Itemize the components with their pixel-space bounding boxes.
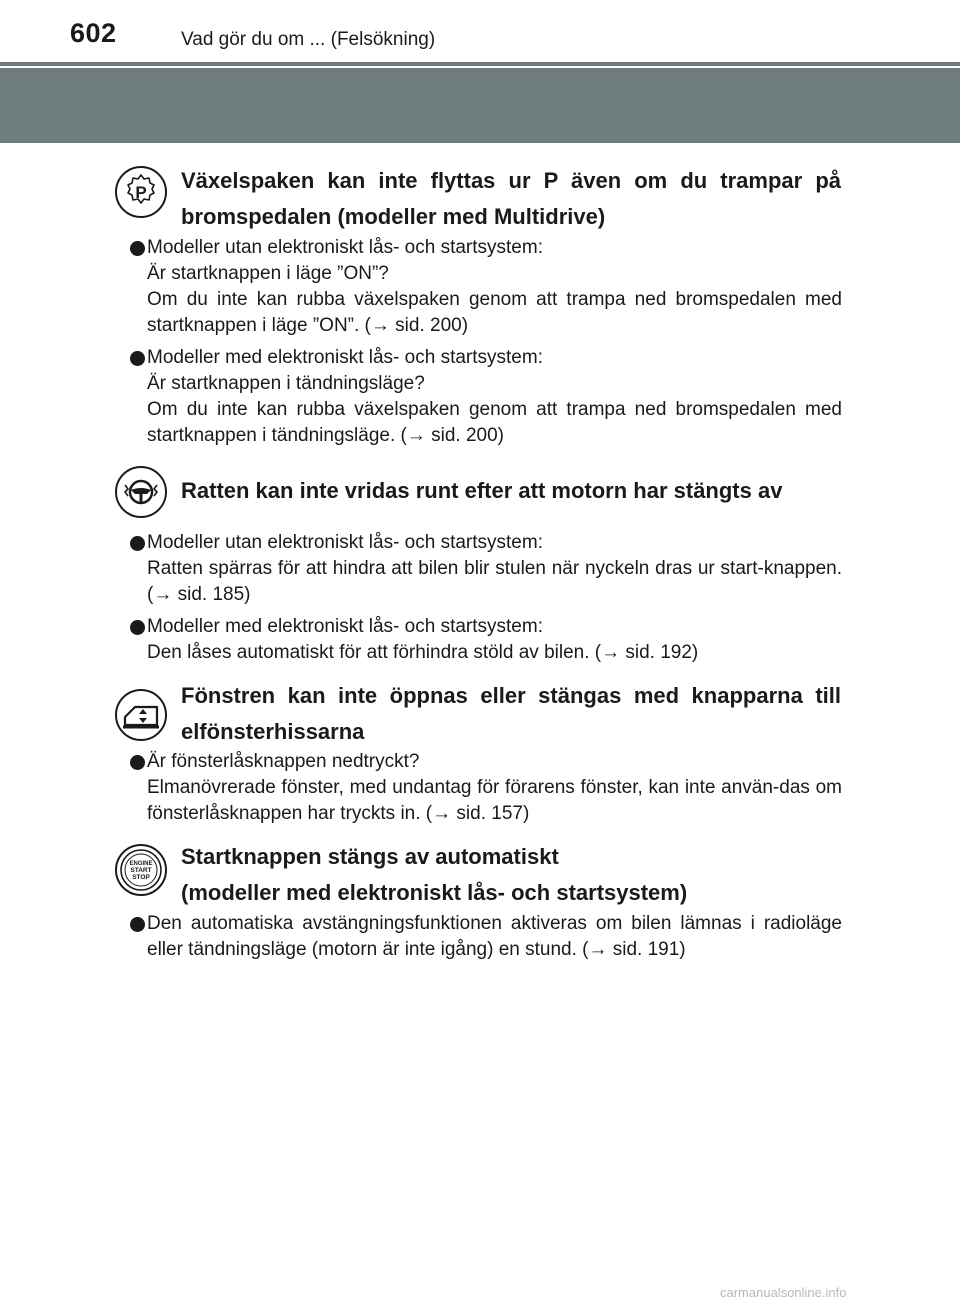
section-heading (181, 839, 841, 911)
header-rule (0, 62, 960, 66)
icon-text: STOP (132, 874, 150, 881)
section-heading: Växelspaken kan inte flyttas ur P även om du trampar på bromspedalen (modeller med Multidrive) (181, 168, 841, 229)
chapter-title: Vad gör du om ... (Felsökning) (181, 29, 436, 50)
page-header (0, 0, 960, 62)
section-heading: Ratten kan inte vridas runt efter att motorn har stängts av (181, 478, 783, 503)
item-line: Elmanövrerade fönster, med undantag för förarens fönster, kan inte använ-das om fönsterlåsknappen har tryckts in. (→ sid. 157) (147, 777, 842, 824)
item-line: Är startknappen i tändningsläge? (147, 373, 425, 394)
item-line: Den låses automatiskt för att förhindra stöld av bilen. (→ sid. 192) (147, 642, 699, 663)
icon-text: START (130, 867, 152, 874)
item-line: Är fönsterlåsknappen nedtryckt? (147, 751, 420, 772)
item-line: Modeller utan elektroniskt lås- och startsystem: (147, 237, 543, 258)
watermark: carmanualsonline.info (720, 1285, 847, 1300)
bullet-icon (130, 536, 145, 551)
icon-text: ENGINE (129, 861, 153, 867)
bullet-icon (130, 620, 145, 635)
item-line: Är startknappen i läge ”ON”? (147, 263, 389, 284)
section-heading: Fönstren kan inte öppnas eller stängas med knapparna till elfönsterhissarna (181, 683, 841, 744)
bullet-icon (130, 917, 145, 932)
item-line: Modeller med elektroniskt lås- och startsystem: (147, 616, 543, 637)
svg-text:P: P (135, 183, 147, 202)
engine-start-stop-icon (114, 843, 168, 897)
item-line: Om du inte kan rubba växelspaken genom att trampa ned bromspedalen med startknappen i tändningsläge. (→ sid. 200) (147, 399, 842, 446)
item-line: Modeller med elektroniskt lås- och startsystem: (147, 347, 543, 368)
bullet-icon (130, 755, 145, 770)
item-line: Modeller utan elektroniskt lås- och startsystem: (147, 532, 543, 553)
bullet-icon (130, 241, 145, 256)
item-line: Om du inte kan rubba växelspaken genom att trampa ned bromspedalen med startknappen i läge ”ON”. (→ sid. 200) (147, 289, 842, 336)
shift-lever-p-icon (114, 165, 168, 219)
header-band (0, 68, 960, 143)
item-line: Ratten spärras för att hindra att bilen blir stulen när nyckeln dras ur start-knappen. (→ sid. 185) (147, 558, 842, 605)
bullet-icon (130, 351, 145, 366)
heading-line: Startknappen stängs av automatiskt (181, 844, 559, 869)
item-line: Den automatiska avstängningsfunktionen aktiveras om bilen lämnas i radioläge eller tändningsläge (motorn är inte igång) en stund. (→ sid. 191) (147, 913, 842, 960)
steering-lock-icon (114, 465, 168, 519)
power-window-icon (114, 688, 168, 742)
page-number: 602 (70, 18, 117, 48)
heading-line: (modeller med elektroniskt lås- och startsystem) (181, 880, 688, 905)
